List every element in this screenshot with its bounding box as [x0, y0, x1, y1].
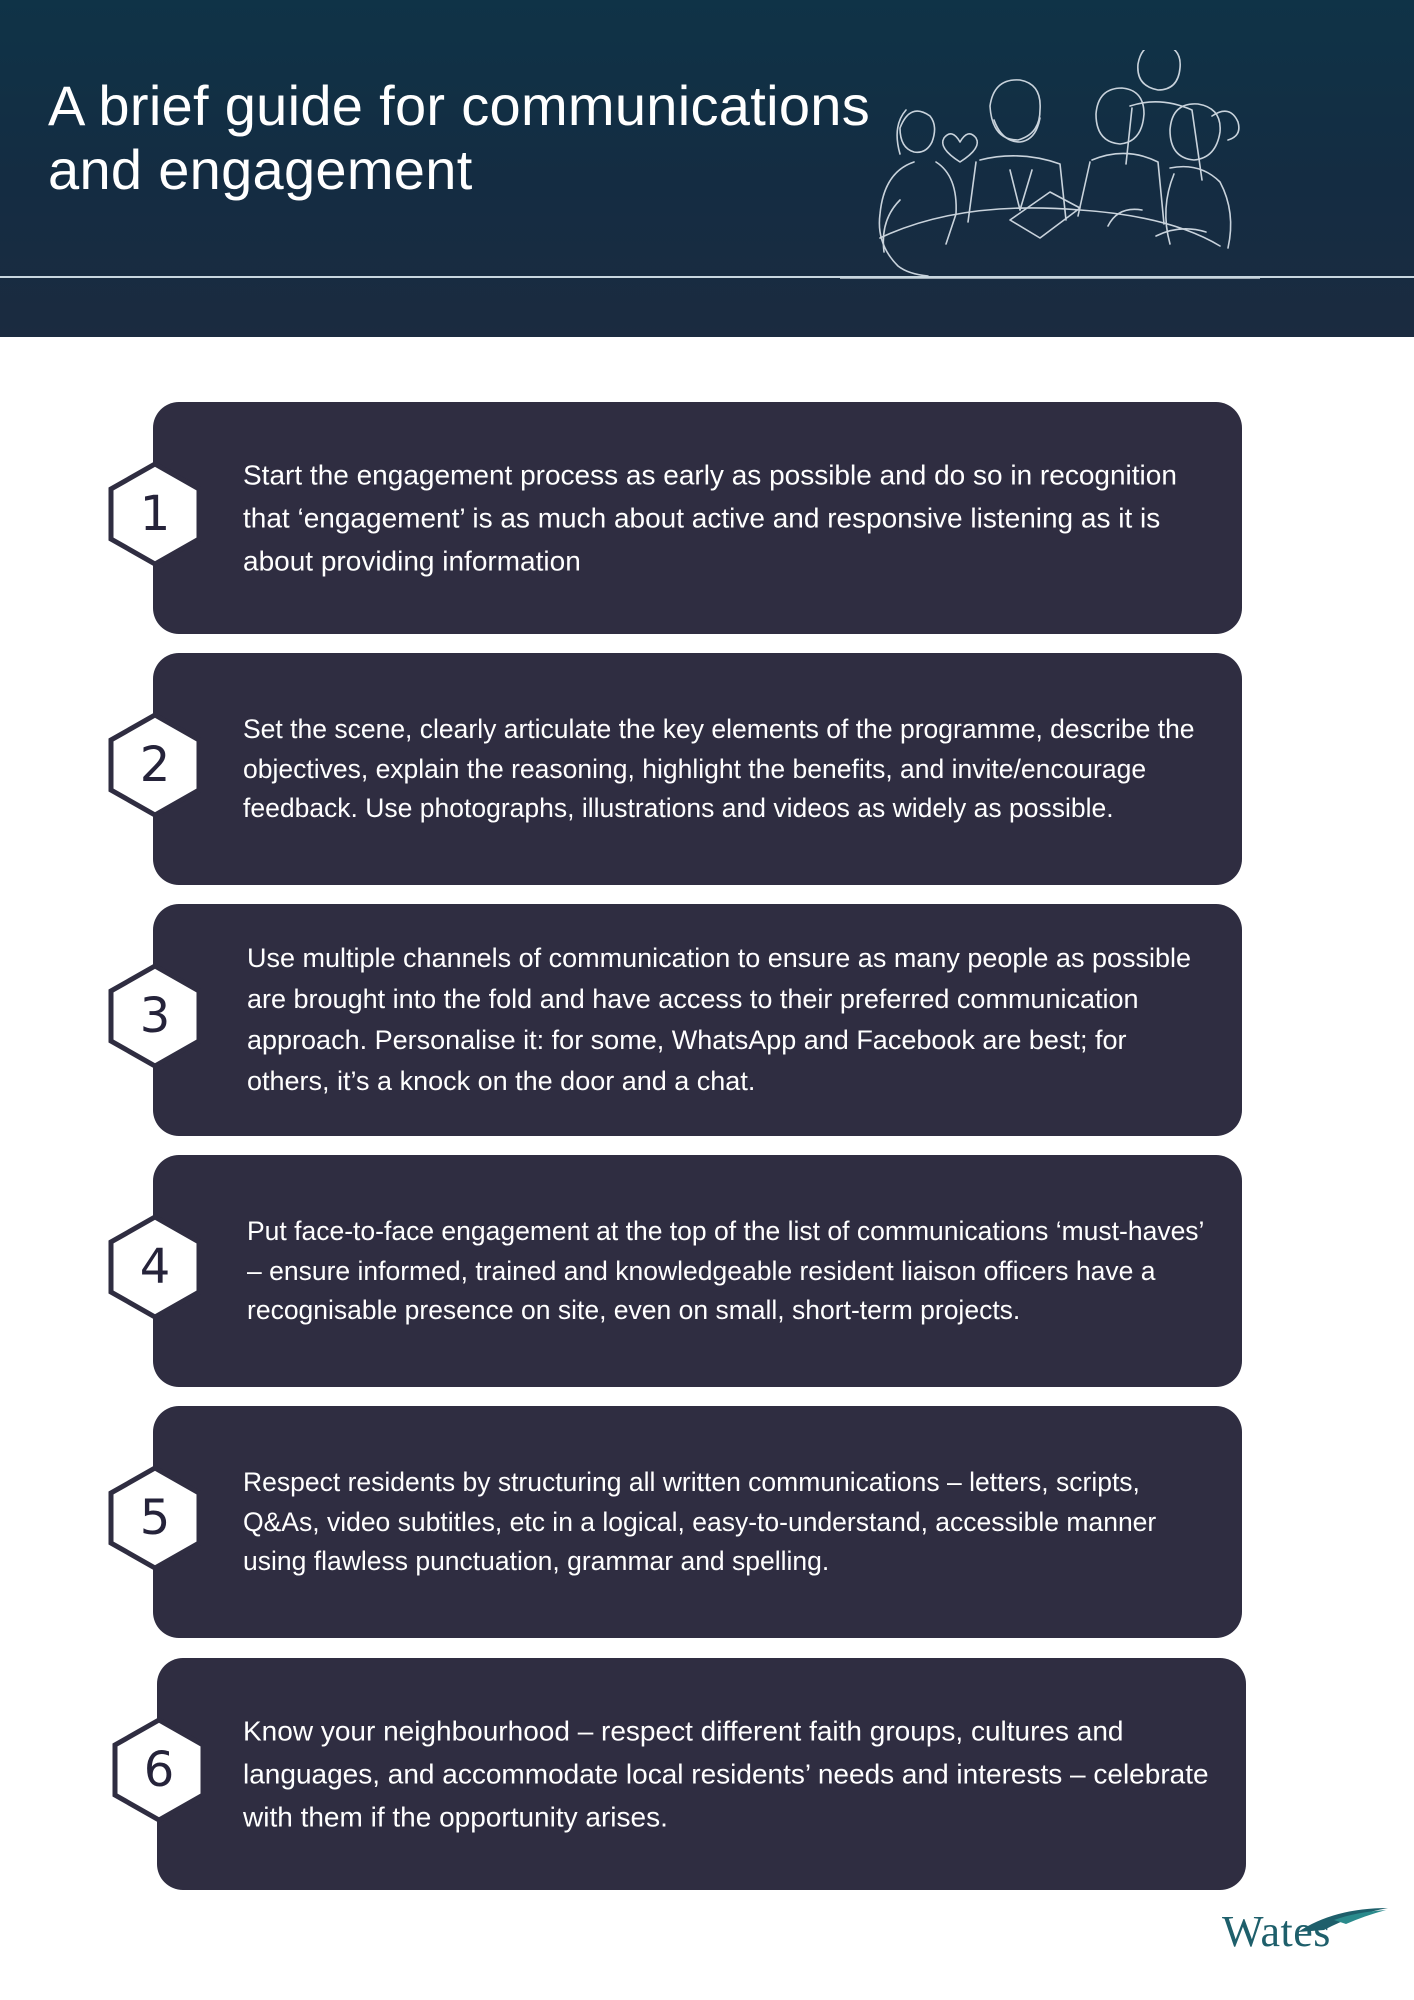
- step-card-6: [157, 1658, 1246, 1890]
- page-header: [0, 0, 1414, 337]
- step-card-1: [153, 402, 1242, 634]
- step-2-text: Set the scene, clearly articulate the key elements of the programme, describe the objectives, explain the reasoning, highlight the benefits, and invite/encourage feedback. Use photographs, illustrations and videos as widely as possible.: [243, 713, 1195, 823]
- title-line-2: and engagement: [48, 138, 473, 201]
- step-5-badge: [107, 1464, 203, 1572]
- step-card-3: [153, 904, 1242, 1136]
- step-5-text: Respect residents by structuring all written communications – letters, scripts, Q&As, video subtitles, etc in a logical, easy-to-understand, accessible manner using flawless punctuation, grammar and spelling.: [243, 1466, 1157, 1576]
- step-card-4: [153, 1155, 1242, 1387]
- step-1-number: 1: [139, 486, 171, 542]
- team-meeting-illustration-icon: [840, 50, 1260, 282]
- step-3-number: 3: [139, 988, 171, 1044]
- step-6-badge: [111, 1716, 207, 1824]
- step-4-badge: [107, 1213, 203, 1321]
- logo-text: Wates: [1222, 1907, 1331, 1956]
- step-6-text: Know your neighbourhood – respect different faith groups, cultures and languages, and accommodate local residents’ needs and interests – celebrate with them if the opportunity arises.: [243, 1715, 1209, 1833]
- step-4-number: 4: [139, 1239, 171, 1295]
- step-4-text: Put face-to-face engagement at the top of the list of communications ‘must-haves’ – ensure informed, trained and knowledgeable resident liaison officers have a recognisable presence on site, even on small, short-term projects.: [247, 1215, 1204, 1325]
- wates-logo: [1222, 1906, 1392, 1976]
- step-3-text: Use multiple channels of communication to ensure as many people as possible are brought into the fold and have access to their preferred communication approach. Personalise it: for some, WhatsApp and Facebook are best; for others, it’s a knock on the door and a chat.: [247, 943, 1192, 1096]
- step-1-badge: [107, 460, 203, 568]
- step-2-number: 2: [139, 737, 171, 793]
- page-title: [48, 74, 888, 202]
- step-1-text: Start the engagement process as early as possible and do so in recognition that ‘engagement’ is as much about active and responsive listening as it is about providing information: [243, 459, 1177, 577]
- step-6-number: 6: [143, 1742, 175, 1798]
- step-5-number: 5: [139, 1490, 171, 1546]
- title-line-1: A brief guide for communications: [48, 74, 871, 137]
- step-2-badge: [107, 711, 203, 819]
- step-3-badge: [107, 962, 203, 1070]
- step-card-5: [153, 1406, 1242, 1638]
- step-card-2: [153, 653, 1242, 885]
- header-divider: [0, 276, 1414, 278]
